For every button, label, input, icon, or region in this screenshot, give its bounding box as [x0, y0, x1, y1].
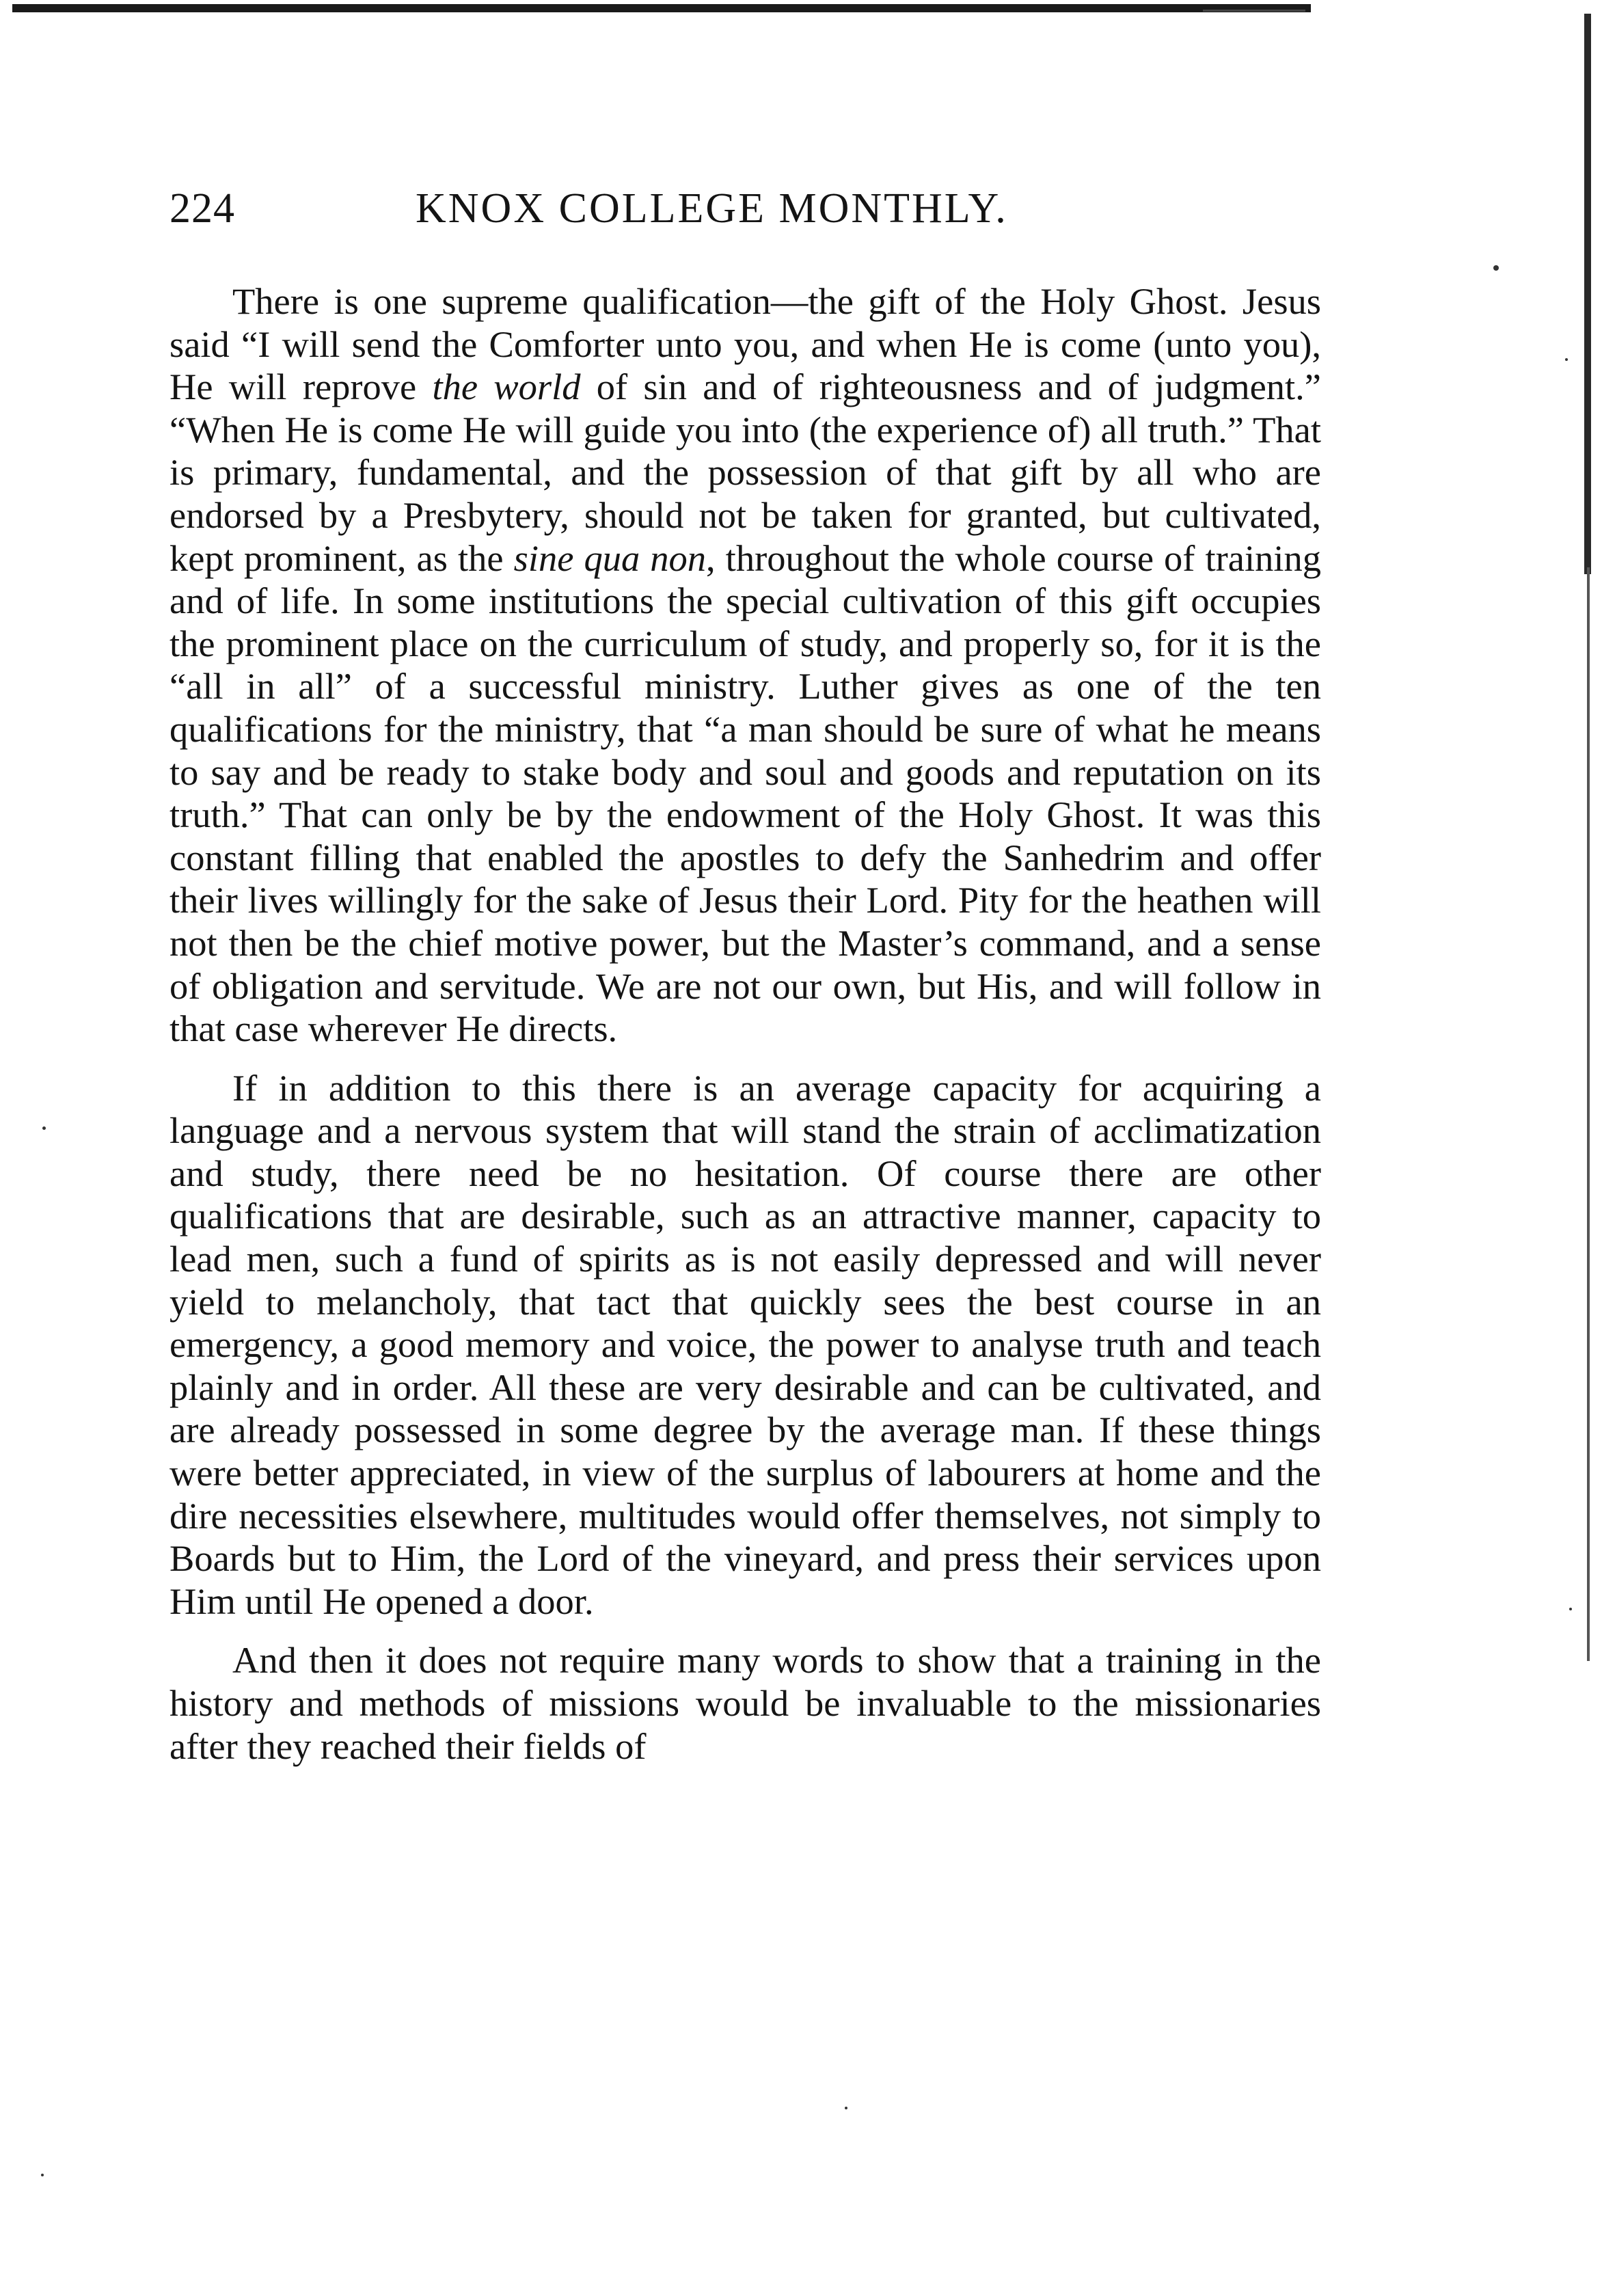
- page-edge-line: [1587, 567, 1590, 1661]
- running-head: [169, 185, 1318, 246]
- paragraph: [169, 1067, 1321, 1623]
- text-run: And then it does not require many words to show that a training in the history and methods of missions would be invaluable to the missionaries after they reached their fields of: [169, 1639, 1321, 1767]
- print-speck: [1493, 265, 1499, 271]
- text-run: If in addition to this there is an average capacity for acquiring a language and a nervous system that will stand the strain of acclimatization and study, there need be no hesitation. Of course there are other qualifications that are desirable, such as an attractive manner, capacity to lead men, such a fund of spirits as is not easily depressed and will never yield to melancholy, that tact that quickly sees the best course in an emergency, a good memory and voice, the power to analyse truth and teach plainly and in order. All these are very desirable and can be cultivated, and are already possessed in some degree by the average man. If these things were better appreciated, in view of the surplus of labourers at home and the dire necessities elsewhere, multitudes would offer themselves, not simply to Boards but to Him, the Lord of the vineyard, and press their services upon Him until He opened a door.: [169, 1066, 1321, 1622]
- text-run: There is one supreme qualification—the gift of the Holy Ghost. Jesus said “I will send the Comforter unto you, and when He is come (unto you), He will reprove: [169, 280, 1321, 408]
- paragraph: [169, 1639, 1321, 1768]
- print-speck: [42, 1126, 46, 1130]
- article-body: [169, 280, 1321, 1784]
- print-speck: [1565, 358, 1568, 361]
- top-edge-rule-thin: [1203, 10, 1305, 12]
- print-speck: [1569, 1608, 1572, 1610]
- page-number: 224: [169, 185, 235, 232]
- italic-phrase: the world: [432, 366, 581, 408]
- journal-title: KNOX COLLEGE MONTHLY.: [416, 185, 1008, 232]
- top-edge-rule: [12, 4, 1311, 12]
- print-speck: [41, 2174, 44, 2176]
- page-edge-shadow: [1584, 14, 1591, 574]
- italic-phrase: sine qua non: [513, 537, 707, 579]
- text-run: of sin and of righteousness and of judgment.” “When He is come He will guide you into (the experience of) all truth.” That is primary, fundamental, and the possession of that gift by all who are endorsed by a Presbytery, should not be taken for granted, but cultivated, kept prominent, as the: [169, 366, 1321, 579]
- text-run: , throughout the whole course of training and of life. In some institutions the special cultivation of this gift occupies the prominent place on the curriculum of study, and properly so, for it is the “all in all” of a successful ministry. Luther gives as one of the ten qualifications for the ministry, that “a man should be sure of what he means to say and be ready to stake body and soul and goods and reputation on its truth.” That can only be by the endowment of the Holy Ghost. It was this constant filling that enabled the apostles to defy the Sanhedrim and offer their lives willingly for the sake of Jesus their Lord. Pity for the heathen will not then be the chief motive power, but the Master’s command, and a sense of obligation and servitude. We are not our own, but His, and will follow in that case wherever He directs.: [169, 537, 1322, 1050]
- paragraph: [169, 280, 1321, 1051]
- print-speck: [845, 2107, 847, 2109]
